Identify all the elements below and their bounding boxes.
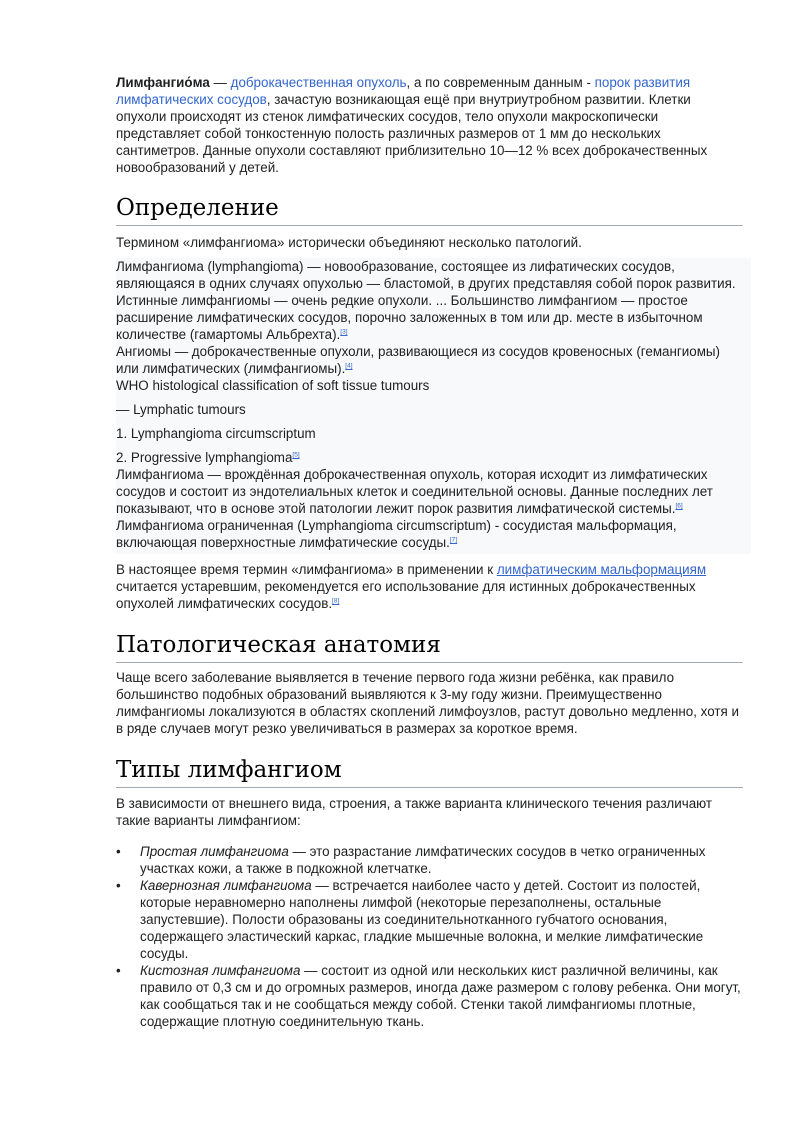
bullet-icon: •	[116, 963, 121, 978]
types-list-item	[116, 843, 743, 877]
link-lymphatic-malformations[interactable]: лимфатическим мальформациям	[496, 562, 707, 577]
type-description: — состоит из одной или нескольких кист различной величины, как правило от 0,3 см и до огромных размеров, иногда даже размером с голову ребенка. Они могут, как сообщаться так и не сообщаться между собой. Стенки такой лимфангиомы плотные, содержащие плотную соединительную ткань.	[140, 963, 741, 1029]
type-name: Простая лимфангиома	[140, 844, 289, 859]
intro-paragraph: Лимфангио́ма — доброкачественная опухоль, а по современным данным - порок развития лимфатических сосудов, зачастую возникающая ещё при внутриутробном развитии. Клетки опухоли происходят из стенок лимфатических сосудов, тело опухоли макроскопически представляет собой тонкостенную полость различных размеров от 1 мм до нескольких сантиметров. Данные опухоли составляют приблизительно 10—12 % всех доброкачественных новообразований у детей.	[116, 75, 708, 175]
heading-types: Типы лимфангиом	[116, 755, 743, 788]
quote-3: Лимфангиома — врождённая доброкачественная опухоль, которая исходит из лимфатических сосудов и состоит из эндотелиальных клеток и соединительной основы. Данные последних лет показывают, что в основе этой патологии лежит порок развития лимфатической системы.[6]	[116, 467, 713, 516]
link-lymphatic-malformation[interactable]: порок развития лимфатических сосудов	[116, 75, 691, 107]
who-item-1: 1. Lymphangioma circumscriptum	[116, 426, 316, 441]
heading-pathology: Патологическая анатомия	[116, 630, 743, 663]
malformation-paragraph: В настоящее время термин «лимфангиома» в применении к лимфатическим мальформациям считается устаревшим, рекомендуется его использование для истинных доброкачественных опухолей лимфатических сосудов.[8]	[116, 562, 707, 611]
who-lymphatic-line: — Lymphatic tumours	[116, 402, 246, 417]
type-name: Кистозная лимфангиома	[140, 963, 301, 978]
pathology-paragraph: Чаще всего заболевание выявляется в течение первого года жизни ребёнка, как правило большинство подобных образований выявляются к 3-му году жизни. Преимущественно лимфангиомы локализуются в областях скоплений лимфоузлов, растут довольно медленно, хотя и в ряде случаев могут резко увеличиваться в размерах за короткое время.	[116, 670, 739, 736]
quote-1: Лимфангиома (lymphangioma) — новообразование, состоящее из лифатических сосудов, являющаяся в одних случаях опухолью — бластомой, в других представляя собой порок развития. Истинные лимфангиомы — очень редкие опухоли. ... Большинство лимфангиом — простое расширение лимфатических сосудов, порочно заложенных в том или др. месте в избыточном количестве (гамартомы Альбрехта).[3]	[116, 259, 736, 342]
ref-5[interactable]: [5]	[292, 451, 300, 459]
bullet-icon: •	[116, 878, 121, 893]
ref-4[interactable]: [4]	[345, 362, 353, 370]
type-description: — встречается наиболее часто у детей. Состоит из полостей, которые неравномерно наполнены лимфой (некоторые перезаполнены, остальные запустевшие). Полости образованы из соединительнотканного губчатого основания, содержащего эластический каркас, гладкие мышечные волокна, и мелкие лимфатические сосуды.	[140, 878, 704, 961]
heading-definition: Определение	[116, 193, 743, 226]
types-intro: В зависимости от внешнего вида, строения, а также варианта клинического течения различают такие варианты лимфангиом:	[116, 796, 713, 828]
ref-3[interactable]: [3]	[340, 328, 348, 336]
definition-quote-block	[116, 258, 751, 554]
bullet-icon: •	[116, 844, 121, 859]
article-body	[116, 74, 743, 1030]
who-title: WHO histological classification of soft tissue tumours	[116, 378, 430, 393]
type-description: — это разрастание лимфатических сосудов в четко ограниченных участках кожи, а также в подкожной клетчатке.	[140, 844, 706, 876]
link-benign-tumor[interactable]: доброкачественная опухоль	[230, 75, 407, 90]
ref-7[interactable]: [7]	[449, 536, 458, 544]
who-item-2: 2. Progressive lymphangioma[5]	[116, 450, 300, 465]
types-list-item	[116, 962, 743, 1030]
quote-2: Ангиомы — доброкачественные опухоли, развивающиеся из сосудов кровеносных (гемангиомы) или лимфатических (лимфангиомы).[4]	[116, 344, 720, 376]
type-name: Кавернозная лимфангиома	[140, 878, 312, 893]
article-term: Лимфангио́ма	[116, 75, 210, 90]
ref-6[interactable]: [6]	[675, 502, 683, 510]
ref-8[interactable]: [8]	[332, 597, 340, 605]
types-list-item	[116, 877, 743, 962]
definition-paragraph: Термином «лимфангиома» исторически объединяют несколько патологий.	[116, 235, 582, 250]
quote-4: Лимфангиома ограниченная (Lymphangioma circumscriptum) - сосудистая мальформация, включающая поверхностные лимфатические сосуды.[7]	[116, 518, 677, 550]
types-list	[116, 843, 743, 1030]
